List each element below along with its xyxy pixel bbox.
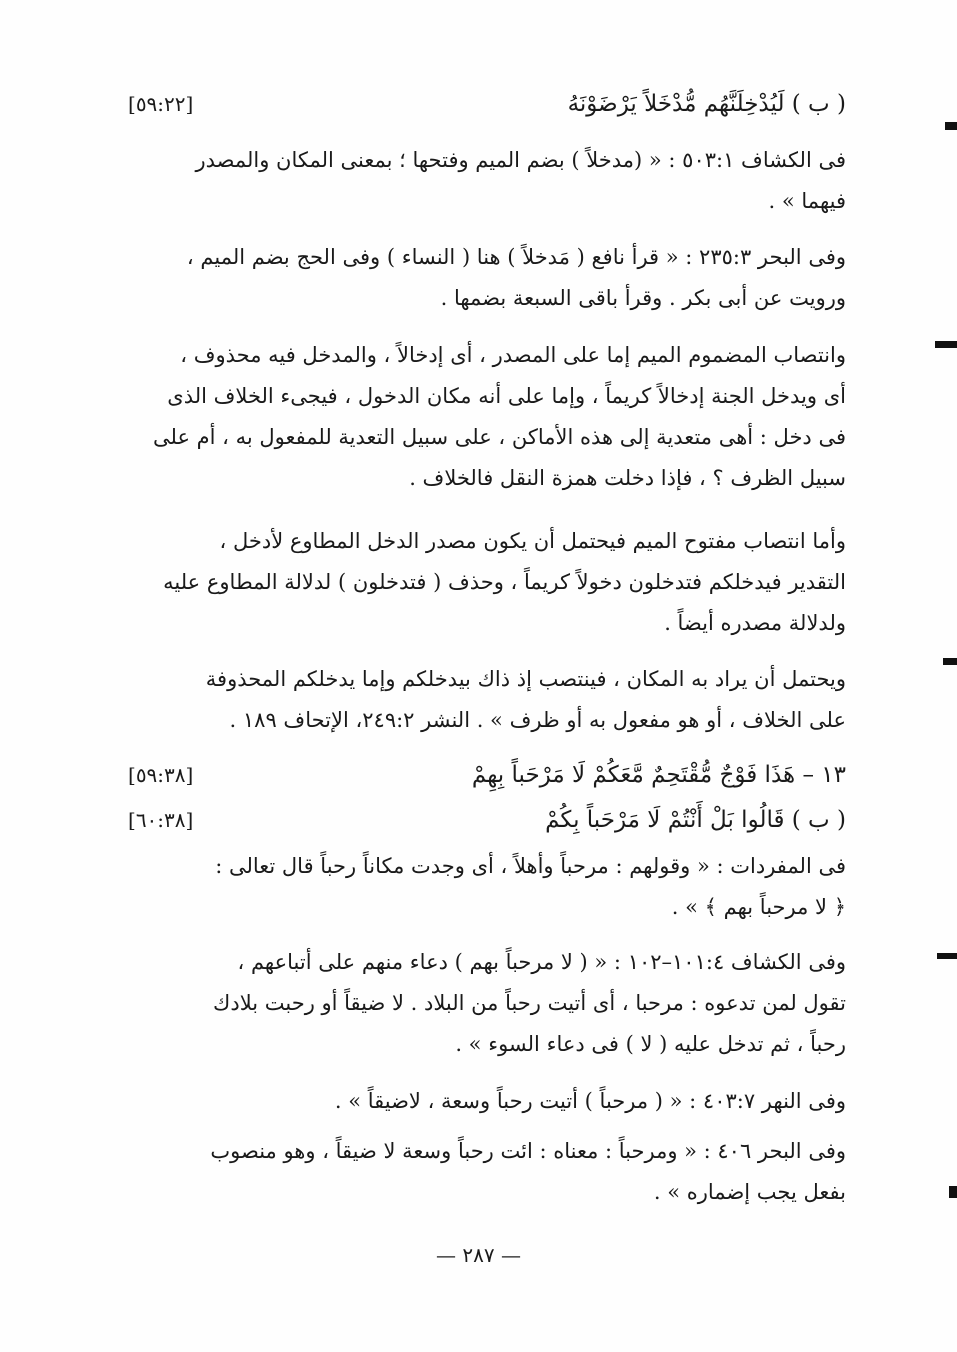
text-line: وانتصاب المضموم الميم إما على المصدر ، أى إدخالاً ، والمدخل فيه محذوف ، [180, 343, 846, 367]
verse-reference: [٥٩:٣٨] [128, 763, 194, 787]
text-line: تقول لمن تدعوه : مرحبا ، أى أتيت رحباً من البلاد . لا ضيقاً أو رحبت بلادك [213, 991, 846, 1015]
text-line: التقدير فيدخلكم فتدخلون دخولاً كريماً ، وحذف ( فتدخلون ) لدلالة المطاوع عليه [163, 570, 846, 594]
paragraph-bahr-2 [128, 1131, 846, 1213]
margin-mark [937, 953, 957, 959]
text-line: ورويت عن أبى بكر . وقرأ باقى السبعة بضمها . [440, 286, 846, 310]
margin-mark [935, 341, 957, 348]
verse-text: ١٣ – هَذَا فَوْجٌ مُّقْتَحِمٌ مَّعَكُمْ لَا مَرْحَباً بِهِمْ [471, 762, 846, 788]
text-line: بفعل يجب إضماره » . [653, 1180, 846, 1204]
text-line: ﴿ لا مرحباً بهم ﴾ » . [671, 895, 846, 919]
paragraph-mufradat [128, 846, 846, 928]
verse-text: ( ب ) قَالُوا بَلْ أَنْتُمْ لَا مَرْحَباً بِكُمْ [545, 807, 846, 833]
margin-mark [943, 658, 957, 665]
text-line: وفى النهر ٤٠٣:٧ : « ( مرحباً ) أتيت رحباً وسعة ، لاضيقاً » . [334, 1089, 846, 1113]
paragraph-kashshaf [128, 140, 846, 222]
text-line: فى دخل : أهى متعدية إلى هذه الأماكن ، على سبيل التعدية للمفعول به ، أم على [152, 425, 846, 449]
text-line: فى الكشاف ٥٠٣:١ : « (مدخلاً ) بضم الميم وفتحها ؛ بمعنى المكان والمصدر [195, 148, 846, 172]
verse-block-b [128, 84, 846, 125]
text-line: ولدلالة مصدره أيضاً . [664, 611, 846, 635]
text-line: ويحتمل أن يراد به المكان ، فينتصب إذ ذاك بيدخلكم وإما يدخلكم المحذوفة [205, 667, 846, 691]
verse-line [128, 84, 846, 125]
paragraph-bahr [128, 237, 846, 319]
verse-line [128, 800, 846, 841]
text-line: فى المفردات : « وقولهم : مرحباً وأهلاً ، أى وجدت مكاناً رحباً قال تعالى : [215, 854, 846, 878]
text-line: وأما انتصاب مفتوح الميم فيحتمل أن يكون مصدر الدخل المطاوع لأدخل ، [219, 529, 846, 553]
page-number: — ٢٨٧ — [436, 1243, 521, 1267]
text-line: وفى البحر ٤٠٦ : « ومرحباً : معناه : ائت رحباً وسعة لا ضيقاً ، وهو منصوب [210, 1139, 846, 1163]
text-line: أى ويدخل الجنة إدخالاً كريماً ، وإما على أنه مكان الدخول ، فيجىء الخلاف الذى [167, 384, 846, 408]
verse-reference: [٦٠:٣٨] [128, 808, 194, 832]
paragraph-nahr [128, 1081, 846, 1122]
text-line: رحباً ، ثم تدخل عليه ( لا ) فى دعاء السوء » . [455, 1032, 846, 1056]
verse-reference: [٥٩:٢٢] [128, 92, 194, 116]
margin-mark [949, 1186, 957, 1198]
paragraph-kashshaf-2 [128, 942, 846, 1065]
paragraph-maftuh [128, 521, 846, 644]
text-line: فيهما » . [768, 189, 846, 213]
paragraph-makan [128, 659, 846, 741]
text-line: سبيل الظرف ؟ ، فإذا دخلت همزة النقل فالخلاف . [409, 466, 846, 490]
text-line: وفى الكشاف ١٠١:٤–١٠٢ : « ( لا مرحباً بهم ) دعاء منهم على أتباعهم ، [237, 950, 846, 974]
text-line: وفى البحر ٢٣٥:٣ : « قرأ نافع ( مَدخلاً ) هنا ( النساء ) وفى الحج بضم الميم ، [186, 245, 846, 269]
verse-text: ( ب ) لَيُدْخِلَنَّهُم مُّدْخَلاً يَرْضَوْنَهُ [567, 91, 846, 117]
text-line: على الخلاف ، أو هو مفعول به أو ظرف » . النشر ٢٤٩:٢، الإتحاف ١٨٩ . [229, 708, 846, 732]
margin-mark [945, 122, 957, 130]
verse-line [128, 755, 846, 796]
paragraph-intisab [128, 335, 846, 499]
verse-block-13 [128, 755, 846, 841]
